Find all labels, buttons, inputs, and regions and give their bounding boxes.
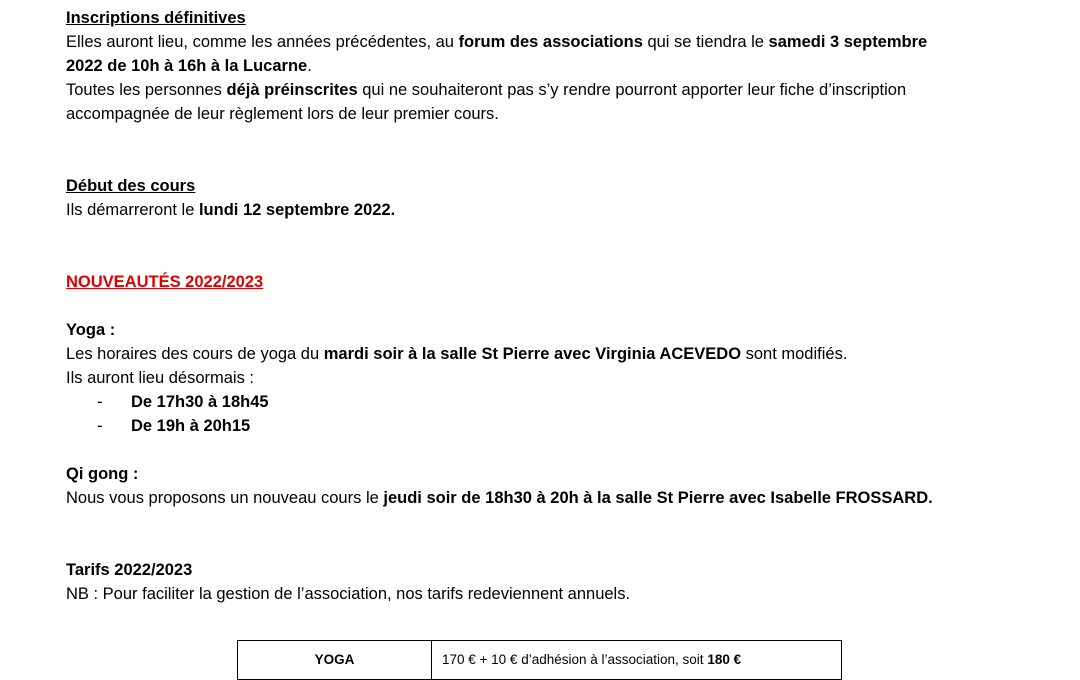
list-item: - De 17h30 à 18h45	[97, 393, 269, 411]
preinscrites-emphasis: déjà préinscrites	[226, 81, 358, 99]
tarifs-table	[237, 640, 842, 680]
section-inscriptions	[66, 6, 1026, 126]
nouveautes-heading: NOUVEAUTÉS 2022/2023	[66, 273, 264, 291]
yoga-line-1: Les horaires des cours de yoga du mardi soir à la salle St Pierre avec Virginia ACEVEDO sont modifiés.	[66, 345, 848, 363]
inscriptions-line-2: 2022 de 10h à 16h à la Lucarne.	[66, 57, 312, 75]
time-place-emphasis: 2022 de 10h à 16h à la Lucarne	[66, 57, 308, 75]
section-tarifs	[66, 558, 1026, 606]
tarifs-note: NB : Pour faciliter la gestion de l’association, nos tarifs redeviennent annuels.	[66, 585, 631, 603]
table-row	[238, 641, 842, 680]
section-qigong	[66, 462, 1026, 510]
yoga-heading: Yoga :	[66, 321, 116, 339]
yoga-times-list	[66, 390, 1026, 438]
tarif-price-cell: 170 € + 10 € d’adhésion à l’association, soit 180 €	[432, 641, 842, 680]
date-emphasis: samedi 3 septembre	[768, 33, 928, 51]
yoga-line-2: Ils auront lieu désormais :	[66, 369, 255, 387]
inscriptions-heading: Inscriptions définitives	[66, 9, 246, 27]
start-date-emphasis: lundi 12 septembre 2022.	[198, 201, 396, 219]
qigong-heading: Qi gong :	[66, 465, 139, 483]
tarif-total: 180 €	[707, 652, 742, 667]
debut-heading: Début des cours	[66, 177, 196, 195]
forum-emphasis: forum des associations	[458, 33, 643, 51]
inscriptions-line-3: Toutes les personnes déjà préinscrites qui ne souhaiteront pas s’y rendre pourront apporter leur fiche d’inscription	[66, 81, 907, 99]
tarifs-heading: Tarifs 2022/2023	[66, 561, 193, 579]
yoga-schedule-emphasis: mardi soir à la salle St Pierre avec Virginia ACEVEDO	[323, 345, 742, 363]
inscriptions-line-1: Elles auront lieu, comme les années précédentes, au forum des associations qui se tiendra le samedi 3 septembre	[66, 33, 928, 51]
debut-line-1: Ils démarreront le lundi 12 septembre 2022.	[66, 201, 396, 219]
section-yoga	[66, 318, 1026, 438]
inscriptions-line-4: accompagnée de leur règlement lors de leur premier cours.	[66, 105, 499, 123]
document-page	[66, 6, 1026, 606]
tarif-name-cell: YOGA	[238, 641, 432, 680]
section-debut	[66, 174, 1026, 222]
qigong-line-1: Nous vous proposons un nouveau cours le jeudi soir de 18h30 à 20h à la salle St Pierre avec Isabelle FROSSARD.	[66, 489, 933, 507]
list-item: - De 19h à 20h15	[97, 417, 251, 435]
qigong-schedule-emphasis: jeudi soir de 18h30 à 20h à la salle St Pierre avec Isabelle FROSSARD.	[383, 489, 933, 507]
